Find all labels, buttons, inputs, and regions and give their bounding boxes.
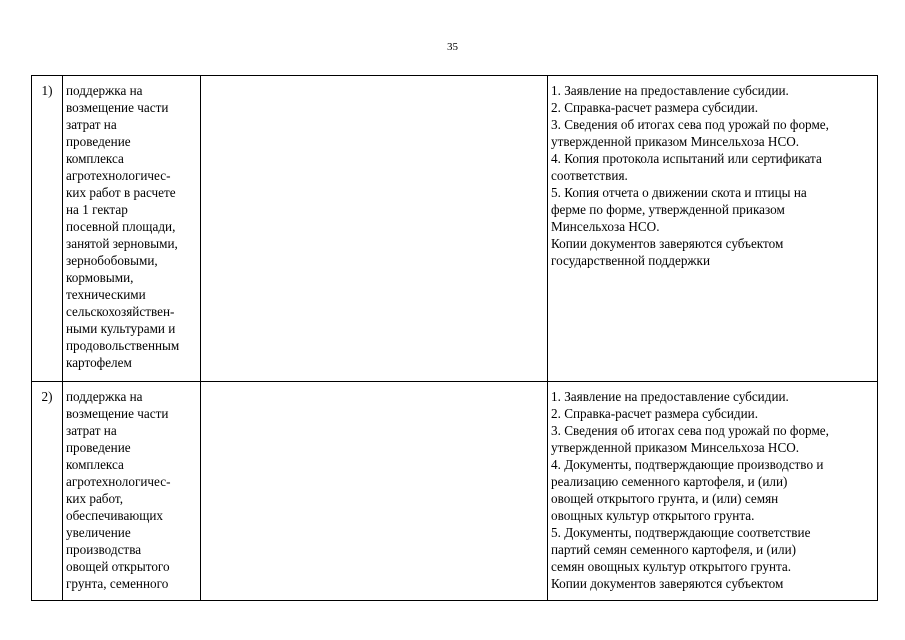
description-line: производства xyxy=(66,542,142,557)
description-line: продовольственным xyxy=(66,338,180,353)
middle-cell xyxy=(201,382,548,601)
description-line: поддержка на xyxy=(66,389,143,404)
description-line: кормовыми, xyxy=(66,270,134,285)
description-line: комплекса xyxy=(66,457,124,472)
description-line: поддержка на xyxy=(66,83,143,98)
description-line: техническими xyxy=(66,287,146,302)
document-line: овощных культур открытого грунта. xyxy=(551,508,755,523)
required-documents xyxy=(548,76,878,382)
document-line: Копии документов заверяются субъектом xyxy=(551,576,784,591)
description-line: сельскохозяйствен- xyxy=(66,304,175,319)
document-line: 2. Справка-расчет размера субсидии. xyxy=(551,100,759,115)
description-line: затрат на xyxy=(66,423,117,438)
middle-cell xyxy=(201,76,548,382)
description-line: проведение xyxy=(66,440,131,455)
required-documents xyxy=(548,382,878,601)
description-line: посевной площади, xyxy=(66,219,176,234)
description-line: ких работ в расчете xyxy=(66,185,176,200)
description-line: проведение xyxy=(66,134,131,149)
description-line: ких работ, xyxy=(66,491,123,506)
row-number: 2) xyxy=(32,382,63,601)
description-line: картофелем xyxy=(66,355,132,370)
description-line: затрат на xyxy=(66,117,117,132)
description-line: агротехнологичес- xyxy=(66,474,171,489)
description-line: комплекса xyxy=(66,151,124,166)
description-line: грунта, семенного xyxy=(66,576,169,591)
document-line: 4. Документы, подтверждающие производство и xyxy=(551,457,824,472)
table-row xyxy=(32,382,878,601)
description-line: обеспечивающих xyxy=(66,508,163,523)
document-line: утвержденной приказом Минсельхоза НСО. xyxy=(551,440,800,455)
document-line: Копии документов заверяются субъектом xyxy=(551,236,784,251)
description-line: возмещение части xyxy=(66,100,169,115)
description-line: на 1 гектар xyxy=(66,202,128,217)
document-line: семян овощных культур открытого грунта. xyxy=(551,559,792,574)
document-line: 4. Копия протокола испытаний или сертификата xyxy=(551,151,822,166)
support-description xyxy=(63,76,201,382)
page-number: 35 xyxy=(447,41,458,53)
support-documents-table xyxy=(31,75,878,601)
support-description xyxy=(63,382,201,601)
description-line: ными культурами и xyxy=(66,321,176,336)
document-line: ферме по форме, утвержденной приказом xyxy=(551,202,785,217)
row-number: 1) xyxy=(32,76,63,382)
document-line: Минсельхоза НСО. xyxy=(551,219,660,234)
description-line: овощей открытого xyxy=(66,559,170,574)
description-line: зернобобовыми, xyxy=(66,253,158,268)
document-line: 3. Сведения об итогах сева под урожай по форме, xyxy=(551,117,829,132)
document-line: 1. Заявление на предоставление субсидии. xyxy=(551,389,789,404)
document-line: 5. Документы, подтверждающие соответствие xyxy=(551,525,811,540)
description-line: занятой зерновыми, xyxy=(66,236,178,251)
table-row xyxy=(32,76,878,382)
document-line: 1. Заявление на предоставление субсидии. xyxy=(551,83,789,98)
description-line: возмещение части xyxy=(66,406,169,421)
document-line: овощей открытого грунта, и (или) семян xyxy=(551,491,779,506)
description-line: увеличение xyxy=(66,525,131,540)
document-line: 3. Сведения об итогах сева под урожай по форме, xyxy=(551,423,829,438)
document-line: соответствия. xyxy=(551,168,628,183)
document-line: 5. Копия отчета о движении скота и птицы на xyxy=(551,185,807,200)
document-line: государственной поддержки xyxy=(551,253,710,268)
document-line: партий семян семенного картофеля, и (или) xyxy=(551,542,797,557)
document-line: 2. Справка-расчет размера субсидии. xyxy=(551,406,759,421)
description-line: агротехнологичес- xyxy=(66,168,171,183)
document-line: реализацию семенного картофеля, и (или) xyxy=(551,474,788,489)
document-line: утвержденной приказом Минсельхоза НСО. xyxy=(551,134,800,149)
